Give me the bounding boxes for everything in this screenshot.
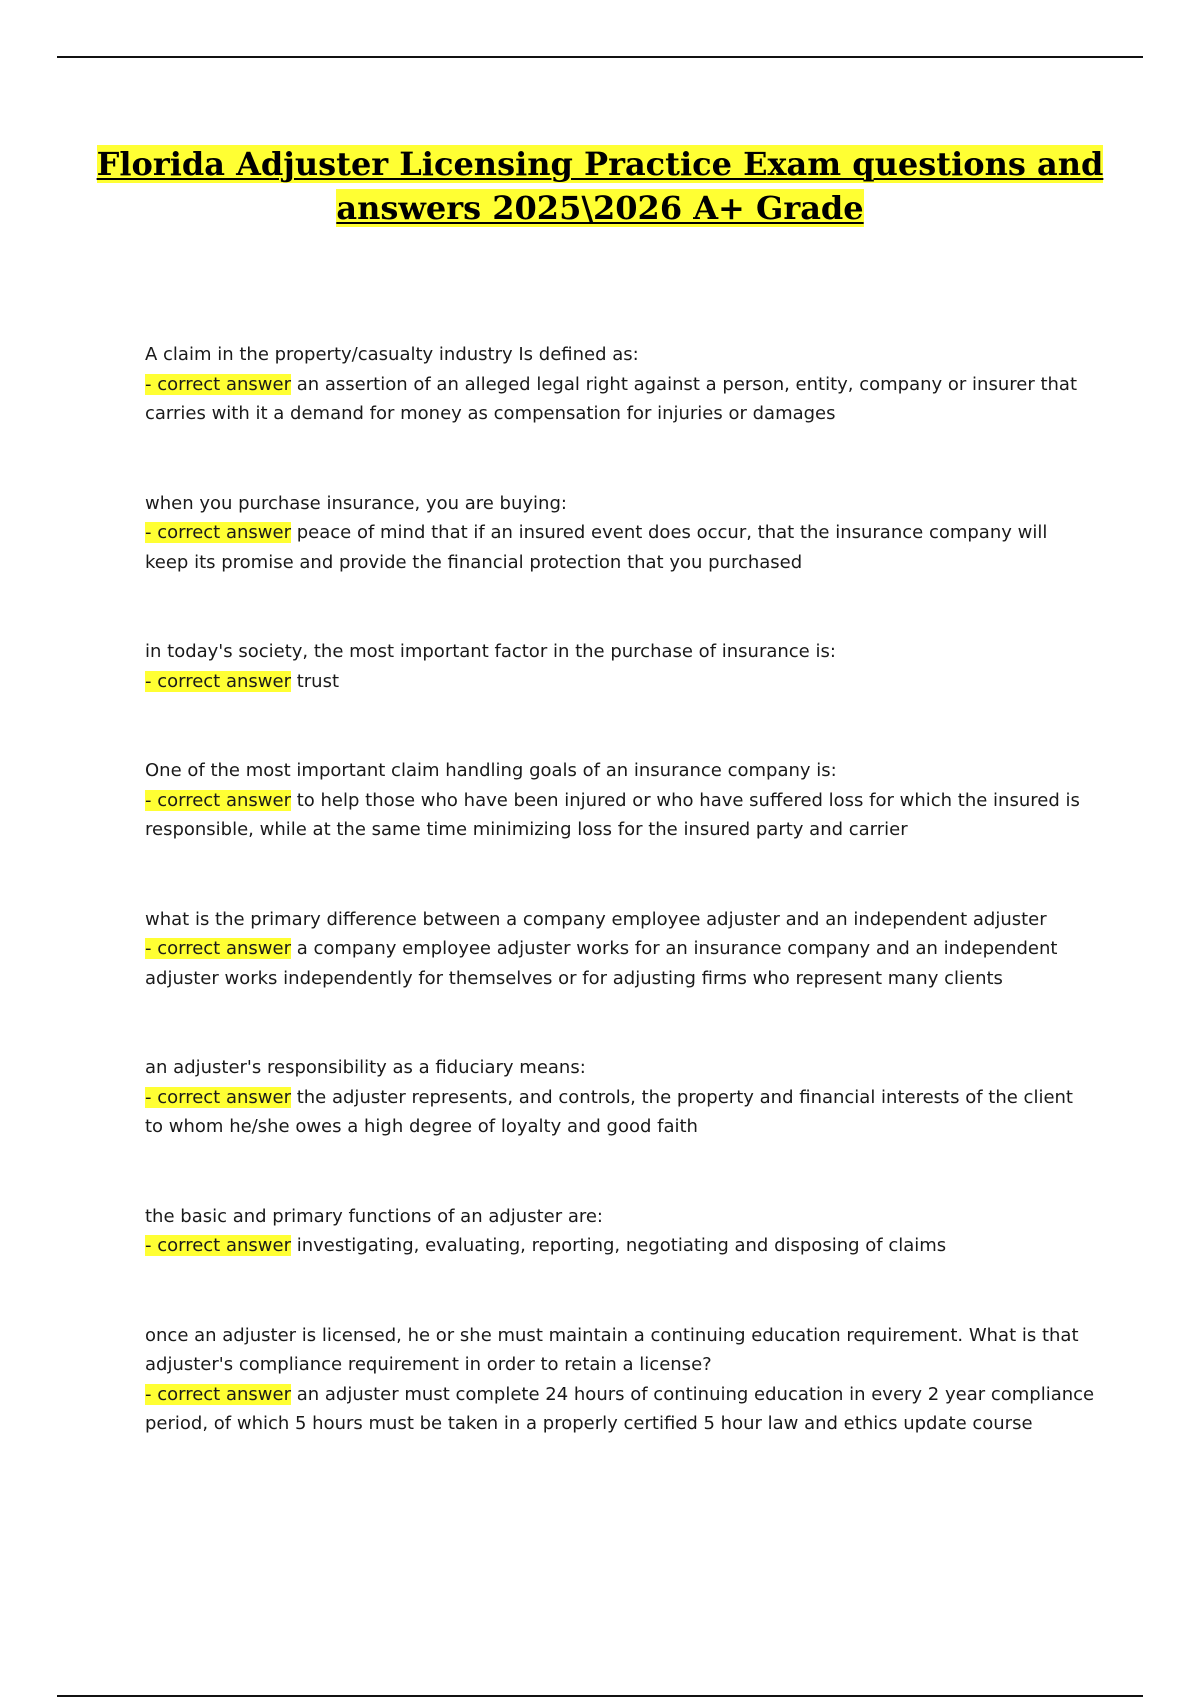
answer: [145, 786, 1095, 845]
correct-answer-marker: - correct answer: [145, 522, 291, 543]
answer-text: the adjuster represents, and controls, the property and financial interests of the client to whom he/she owes a high degree of loyalty and good faith: [145, 1086, 1073, 1137]
question-text: the basic and primary functions of an adjuster are:: [145, 1205, 603, 1227]
correct-answer-marker: - correct answer: [145, 373, 291, 395]
answer-text: trust: [296, 670, 340, 692]
qa-item: [145, 489, 1095, 578]
question-text: once an adjuster is licensed, he or she must maintain a continuing education requirement. What is that adjuster's compliance requirement in order to retain a license?: [145, 1324, 1079, 1375]
qa-item: [145, 637, 1095, 696]
answer-text: an assertion of an alleged legal right against a person, entity, company or insurer that carries with it a demand for money as compensation for injuries or damages: [145, 373, 1078, 424]
answer-text: peace of mind that if an insured event does occur, that the insurance company will keep its promise and provide the financial protection that you purchased: [145, 522, 1048, 573]
title-line-1: Florida Adjuster Licensing Practice Exam questions and: [96, 145, 1104, 183]
qa-item: [145, 340, 1095, 429]
answer-text: a company employee adjuster works for an insurance company and an independent adjuster works independently for themselves or for adjusting firms who represent many clients: [145, 938, 1058, 989]
answer: [145, 518, 1095, 577]
question-text: what is the primary difference between a company employee adjuster and an independent adjuster: [145, 908, 1047, 930]
answer-text: investigating, evaluating, reporting, negotiating and disposing of claims: [296, 1235, 947, 1256]
correct-answer-marker: - correct answer: [145, 1383, 291, 1405]
qa-list: [145, 340, 1095, 1499]
answer-text: an adjuster must complete 24 hours of continuing education in every 2 year compliance period, of which 5 hours must be taken in a properly certified 5 hour law and ethics update course: [145, 1383, 1095, 1434]
question-text: One of the most important claim handling goals of an insurance company is:: [145, 760, 837, 781]
answer: [145, 667, 1095, 697]
correct-answer-marker: - correct answer: [145, 670, 291, 692]
answer-text: to help those who have been injured or who have suffered loss for which the insured is responsible, while at the same time minimizing loss for the insured party and carrier: [145, 789, 1080, 840]
answer: [145, 370, 1095, 429]
correct-answer-marker: - correct answer: [145, 1086, 291, 1108]
qa-item: [145, 1321, 1095, 1439]
answer: [145, 1083, 1095, 1142]
qa-item: [145, 1053, 1095, 1142]
top-rule: [57, 56, 1143, 58]
qa-item: [145, 1202, 1095, 1261]
answer: [145, 1380, 1095, 1439]
question-text: an adjuster's responsibility as a fiduciary means:: [145, 1057, 586, 1078]
question-text: in today's society, the most important factor in the purchase of insurance is:: [145, 641, 836, 662]
question-text: A claim in the property/casualty industry Is defined as:: [145, 344, 639, 365]
document-title: [0, 142, 1200, 230]
question-text: when you purchase insurance, you are buying:: [145, 492, 567, 514]
qa-item: [145, 905, 1095, 994]
bottom-rule: [57, 1695, 1143, 1697]
answer: [145, 1231, 1095, 1261]
answer: [145, 934, 1095, 993]
qa-item: [145, 756, 1095, 845]
correct-answer-marker: - correct answer: [145, 1235, 291, 1256]
title-line-2: answers 2025\2026 A+ Grade: [336, 189, 864, 227]
correct-answer-marker: - correct answer: [145, 789, 291, 811]
correct-answer-marker: - correct answer: [145, 938, 291, 959]
